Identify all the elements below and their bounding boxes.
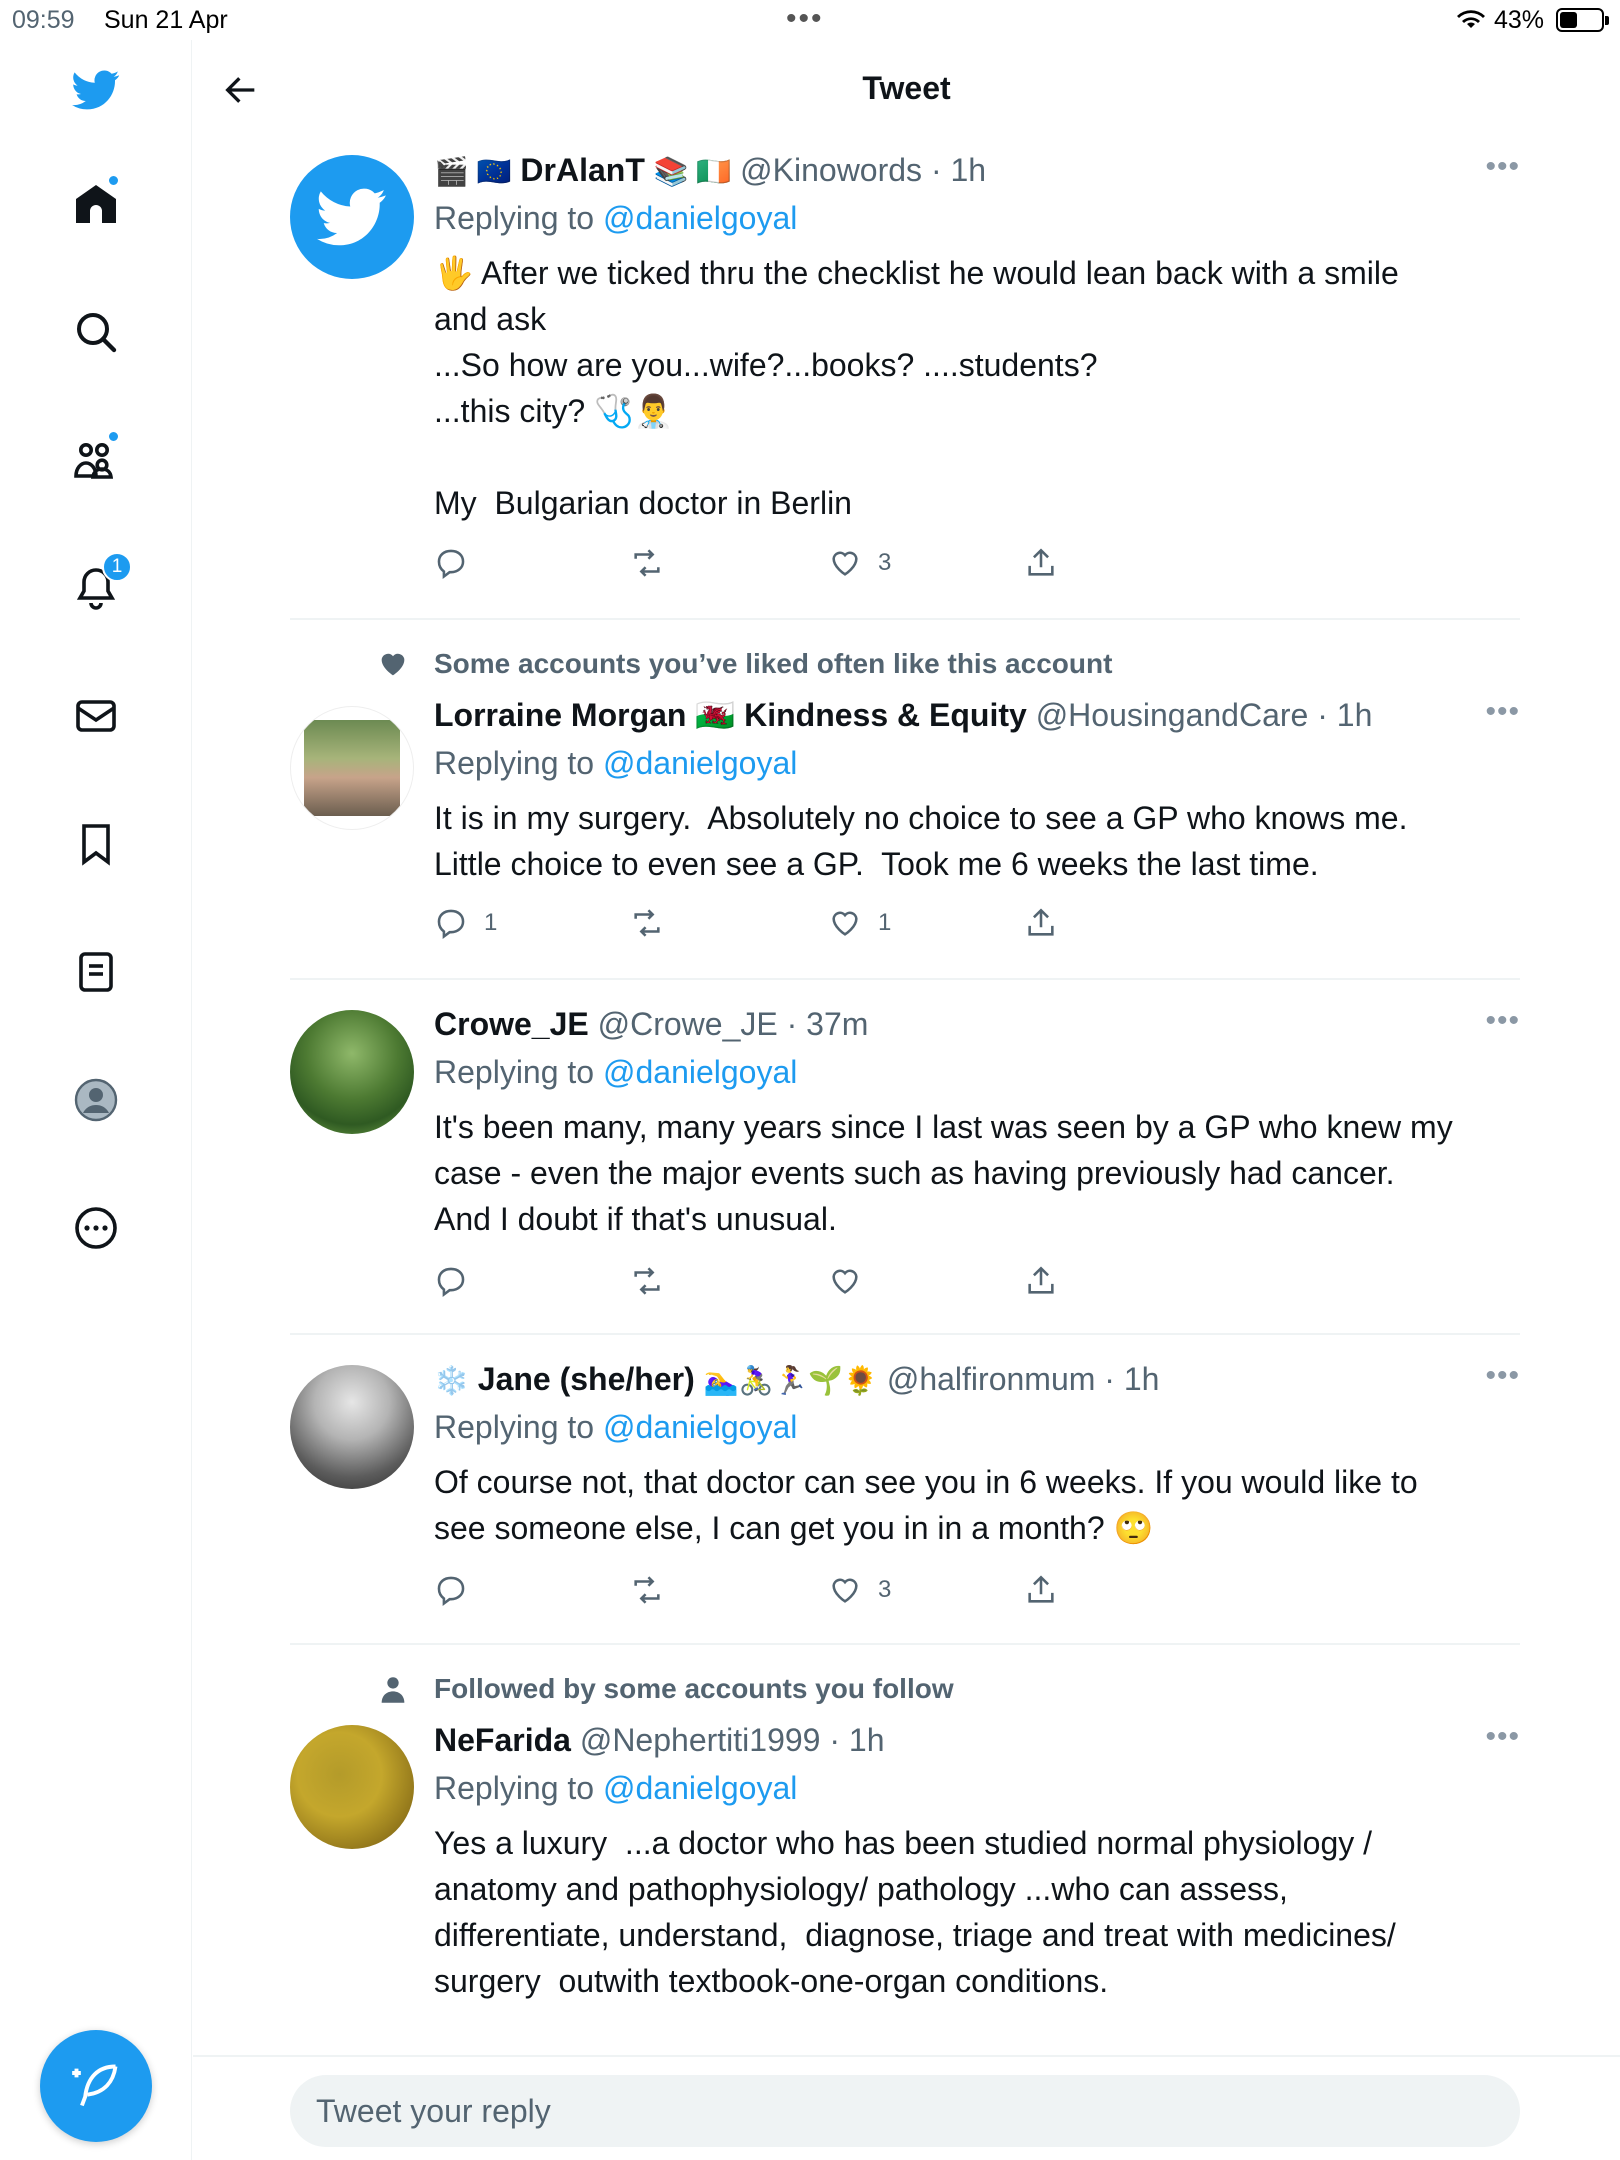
heart-icon xyxy=(376,647,410,686)
more-options-icon[interactable]: ••• xyxy=(1485,1359,1520,1392)
more-options-icon[interactable]: ••• xyxy=(1485,150,1520,183)
compose-tweet-button[interactable] xyxy=(40,2030,152,2142)
tweet[interactable] xyxy=(290,980,1520,1335)
avatar[interactable] xyxy=(290,706,414,830)
like-count: 3 xyxy=(878,1576,892,1603)
notifications-icon[interactable] xyxy=(56,548,136,628)
heart-icon xyxy=(828,906,862,940)
mention-link[interactable]: @danielgoyal xyxy=(602,1770,798,1806)
tweet-body xyxy=(434,695,1520,887)
more-options-icon[interactable]: ••• xyxy=(1485,695,1520,728)
like-button[interactable] xyxy=(828,906,891,940)
tweet-time[interactable]: 1h xyxy=(848,1722,885,1758)
name-emoji-suffix: 🏊‍♀️🚴‍♀️🏃‍♀️🌱🌻 xyxy=(703,1365,878,1396)
social-context: Followed by some accounts you follow xyxy=(434,1673,954,1704)
heart-icon xyxy=(828,1573,862,1607)
reply-icon xyxy=(434,546,468,580)
replying-to xyxy=(434,743,1520,783)
tweet-author-line xyxy=(434,695,1520,735)
tweet-time[interactable]: 37m xyxy=(806,1006,869,1042)
author-name[interactable]: NeFarida xyxy=(434,1722,571,1758)
tweet-text: Yes a luxury ...a doctor who has been studied normal physiology / anatomy and pathophysiology/ pathology ...who can assess, differentiate, understand, diagnose, triage and treat with medicines/ surgery outwith textbook-one-organ conditions. xyxy=(434,1825,1396,1999)
separator-dot: · xyxy=(820,1722,849,1758)
notifications-badge: 1 xyxy=(102,552,132,582)
retweet-icon xyxy=(630,546,664,580)
share-icon xyxy=(1024,906,1058,940)
status-time: 09:59 xyxy=(12,6,75,34)
avatar[interactable] xyxy=(290,1010,414,1134)
mention-link[interactable]: @danielgoyal xyxy=(602,1054,798,1090)
author-handle[interactable]: @HousingandCare xyxy=(1035,697,1309,733)
more-options-icon[interactable]: ••• xyxy=(1485,1720,1520,1753)
share-button[interactable] xyxy=(1024,546,1058,580)
reply-count: 1 xyxy=(484,909,498,936)
share-button[interactable] xyxy=(1024,1264,1058,1298)
replying-to xyxy=(434,1407,1520,1447)
avatar-photo xyxy=(304,720,400,816)
tweet-text: Of course not, that doctor can see you in 6 weeks. If you would like to see someone else, I can get you in in a month? 🙄 xyxy=(434,1464,1418,1546)
replying-label: Replying to xyxy=(434,1409,595,1445)
author-name[interactable]: Jane (she/her) xyxy=(477,1361,695,1397)
reply-button[interactable] xyxy=(434,1573,484,1607)
lists-icon[interactable] xyxy=(56,932,136,1012)
retweet-button[interactable] xyxy=(630,1264,680,1298)
reply-icon xyxy=(434,906,468,940)
tweet-author-line xyxy=(434,150,1520,190)
retweet-button[interactable] xyxy=(630,1573,680,1607)
reply-button[interactable] xyxy=(434,906,497,940)
tweet-actions xyxy=(434,546,1094,586)
avatar[interactable] xyxy=(290,155,414,279)
retweet-icon xyxy=(630,1573,664,1607)
home-icon[interactable] xyxy=(56,164,136,244)
tweet[interactable] xyxy=(290,1645,1520,2060)
more-icon[interactable] xyxy=(56,1188,136,1268)
name-emoji-suffix: 📚 🇮🇪 xyxy=(653,156,732,187)
author-handle[interactable]: @Crowe_JE xyxy=(597,1006,778,1042)
replying-label: Replying to xyxy=(434,1770,595,1806)
tweet[interactable] xyxy=(290,150,1520,620)
retweet-icon xyxy=(630,1264,664,1298)
battery-percent: 43% xyxy=(1494,6,1545,34)
author-handle[interactable]: @Kinowords xyxy=(740,152,923,188)
heart-icon xyxy=(828,546,862,580)
retweet-button[interactable] xyxy=(630,546,680,580)
battery-icon xyxy=(1556,8,1604,32)
replying-to xyxy=(434,198,1520,238)
communities-icon[interactable] xyxy=(56,420,136,500)
tweet-author-line xyxy=(434,1004,1520,1044)
retweet-icon xyxy=(630,906,664,940)
avatar[interactable] xyxy=(290,1365,414,1489)
tweet-body xyxy=(434,1720,1520,2004)
tweet-body xyxy=(434,1004,1520,1242)
tweet-actions xyxy=(434,906,1094,946)
tweet-text: 🖐 After we ticked thru the checklist he would lean back with a smile and ask ...So how are you...wife?...books? ....students? ...this city? 🩺👨‍⚕️ My Bulgarian doctor in Berlin xyxy=(434,255,1399,521)
replying-label: Replying to xyxy=(434,200,595,236)
page-title: Tweet xyxy=(862,70,951,106)
replying-label: Replying to xyxy=(434,745,595,781)
tweet-time[interactable]: 1h xyxy=(1123,1361,1160,1397)
status-date: Sun 21 Apr xyxy=(104,6,228,34)
tweet[interactable] xyxy=(290,1335,1520,1645)
author-name[interactable]: Lorraine Morgan 🏴󠁧󠁢󠁷󠁬󠁳󠁿 Kindness & Equity xyxy=(434,697,1027,733)
more-options-icon[interactable]: ••• xyxy=(1485,1004,1520,1037)
author-name[interactable]: DrAlanT xyxy=(520,152,645,188)
tweet-time[interactable]: 1h xyxy=(950,152,987,188)
tweet-body xyxy=(434,150,1520,526)
tweet-author-line xyxy=(434,1359,1520,1399)
heart-icon xyxy=(828,1264,862,1298)
share-icon xyxy=(1024,1264,1058,1298)
like-button[interactable] xyxy=(828,1573,891,1607)
like-button[interactable] xyxy=(828,1264,878,1298)
home-unread-dot xyxy=(107,174,120,187)
reply-bar xyxy=(193,2055,1620,2160)
avatar[interactable] xyxy=(290,1725,414,1849)
tweet[interactable] xyxy=(290,620,1520,980)
bookmarks-icon[interactable] xyxy=(56,804,136,884)
like-button[interactable] xyxy=(828,546,891,580)
tweet-text: It is in my surgery. Absolutely no choice to see a GP who knows me. Little choice to even see a GP. Took me 6 weeks the last time. xyxy=(434,800,1408,882)
reply-button[interactable] xyxy=(434,1264,484,1298)
messages-icon[interactable] xyxy=(56,676,136,756)
author-handle[interactable]: @halfironmum xyxy=(886,1361,1096,1397)
reply-icon xyxy=(434,1573,468,1607)
mention-link[interactable]: @danielgoyal xyxy=(602,200,798,236)
separator-dot: · xyxy=(922,152,951,188)
search-icon[interactable] xyxy=(56,292,136,372)
share-icon xyxy=(1024,546,1058,580)
tweet-time[interactable]: 1h xyxy=(1336,697,1373,733)
profile-icon[interactable] xyxy=(56,1060,136,1140)
reply-input[interactable] xyxy=(290,2075,1520,2147)
separator-dot: · xyxy=(777,1006,807,1042)
person-icon xyxy=(376,1673,410,1712)
share-icon xyxy=(1024,1573,1058,1607)
tweet-actions xyxy=(434,1573,1094,1613)
name-emoji-prefix: 🎬 🇪🇺 xyxy=(434,156,512,187)
page-header xyxy=(193,40,1620,140)
separator-dot: · xyxy=(1095,1361,1124,1397)
mention-link[interactable]: @danielgoyal xyxy=(602,1409,798,1445)
multitask-dots-icon[interactable]: ••• xyxy=(786,2,824,35)
social-context: Some accounts you’ve liked often like this account xyxy=(434,648,1113,679)
separator-dot: · xyxy=(1308,697,1337,733)
share-button[interactable] xyxy=(1024,1573,1058,1607)
reply-button[interactable] xyxy=(434,546,484,580)
replying-to xyxy=(434,1768,1520,1808)
tweet-actions xyxy=(434,1264,1094,1304)
retweet-button[interactable] xyxy=(630,906,680,940)
like-count: 3 xyxy=(878,549,892,576)
wifi-icon xyxy=(1456,8,1486,37)
communities-unread-dot xyxy=(107,430,120,443)
twitter-logo-icon[interactable] xyxy=(56,50,136,130)
replying-label: Replying to xyxy=(434,1054,595,1090)
name-emoji-prefix: ❄️ xyxy=(434,1365,469,1396)
replying-to xyxy=(434,1052,1520,1092)
status-bar xyxy=(0,0,1620,40)
mention-link[interactable]: @danielgoyal xyxy=(602,745,798,781)
tweet-body xyxy=(434,1359,1520,1551)
tweet-text: It's been many, many years since I last was seen by a GP who knew my case - even the major events such as having previously had cancer. And I doubt if that's unusual. xyxy=(434,1109,1453,1237)
share-button[interactable] xyxy=(1024,906,1058,940)
tweet-author-line xyxy=(434,1720,1520,1760)
author-handle[interactable]: @Nephertiti1999 xyxy=(579,1722,821,1758)
reply-icon xyxy=(434,1264,468,1298)
like-count: 1 xyxy=(878,909,892,936)
sidebar-nav xyxy=(0,40,192,2160)
author-name[interactable]: Crowe_JE xyxy=(434,1006,589,1042)
